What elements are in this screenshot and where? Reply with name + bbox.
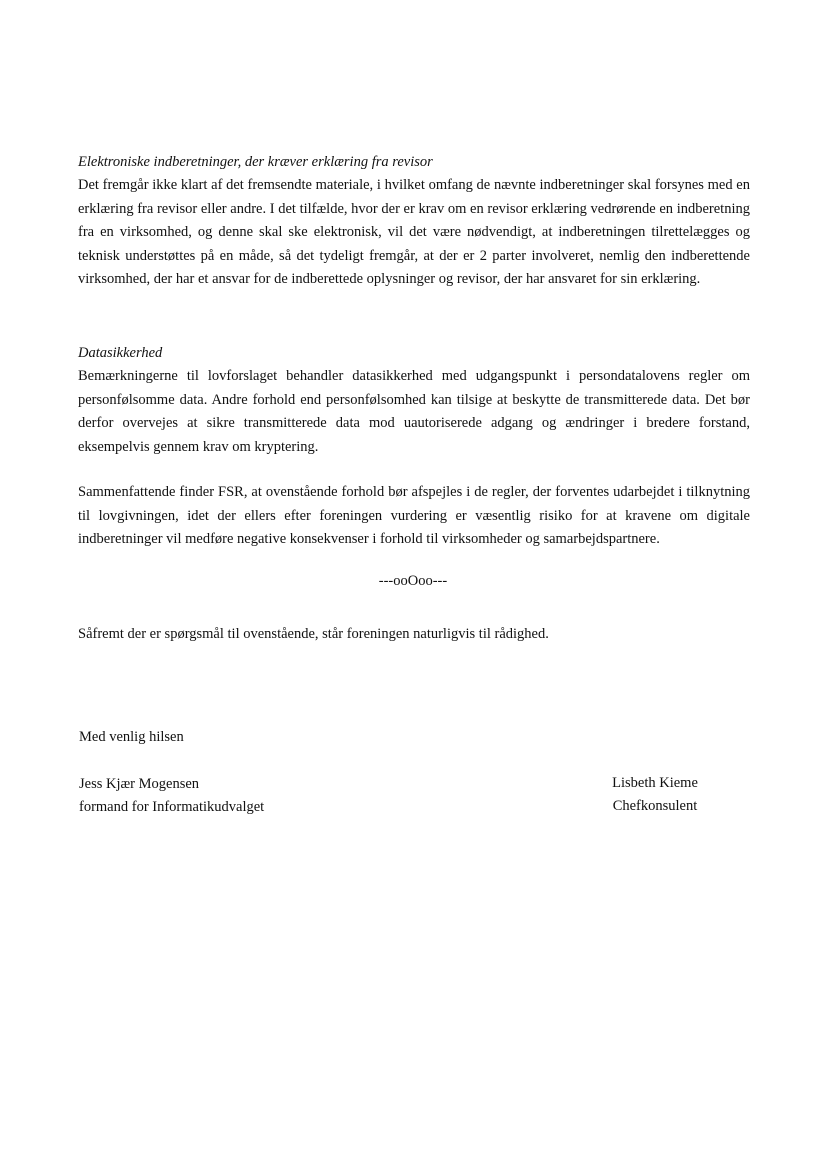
- separator: ---ooOoo---: [378, 573, 448, 589]
- section-heading: Datasikkerhed: [78, 345, 163, 361]
- section-datasikkerhed: [78, 342, 750, 459]
- signatory-right-title: Chefkonsulent: [612, 798, 698, 814]
- section-heading: Elektroniske indberetninger, der kræver erklæring fra revisor: [78, 154, 433, 170]
- section-body: Det fremgår ikke klart af det fremsendte materiale, i hvilket omfang de nævnte indberetninger skal forsynes med en erklæring fra revisor eller andre. I det tilfælde, hvor der er krav om en revisor erklæring vedrørende en indberetning fra en virksomhed, og denne skal ske elektronisk, vil det være nødvendigt, at indberetningen tilrettelægges og teknisk understøttes på en måde, så det tydeligt fremgår, at der er 2 parter involveret, nemlig den indberettende virksomhed, der har et ansvar for de indberettede oplysninger og revisor, der har ansvaret for sin erklæring.: [78, 177, 750, 287]
- signatory-left-title: formand for Informatikudvalget: [79, 799, 265, 815]
- section-revisor-erklaering: [78, 151, 750, 292]
- signatory-left-name: Jess Kjær Mogensen: [79, 776, 200, 792]
- greeting: Med venlig hilsen: [79, 729, 184, 745]
- summary-paragraph-block: [78, 481, 750, 552]
- signatory-right-name: Lisbeth Kieme: [612, 775, 698, 791]
- section-body: Bemærkningerne til lovforslaget behandler datasikkerhed med udgangspunkt i persondatalovens regler om personfølsomme data. Andre forhold end personfølsomhed kan tilsige at beskytte de transmitterede data. Det bør derfor overvejes at sikre transmitterede data mod uautoriserede adgang og ændringer i bredere forstand, eksempelvis gennem krav om kryptering.: [78, 368, 750, 455]
- summary-paragraph: Sammenfattende finder FSR, at ovenstående forhold bør afspejles i de regler, der forventes udarbejdet i tilknytning til lovgivningen, idet der ellers efter foreningen vurdering er væsentlig risiko for at kravene om digitale indberetninger vil medføre negative konsekvenser i forhold til virksomheder og samarbejdspartnere.: [78, 484, 750, 547]
- closing-note: Såfremt der er spørgsmål til ovenstående, står foreningen naturligvis til rådighed.: [78, 626, 549, 642]
